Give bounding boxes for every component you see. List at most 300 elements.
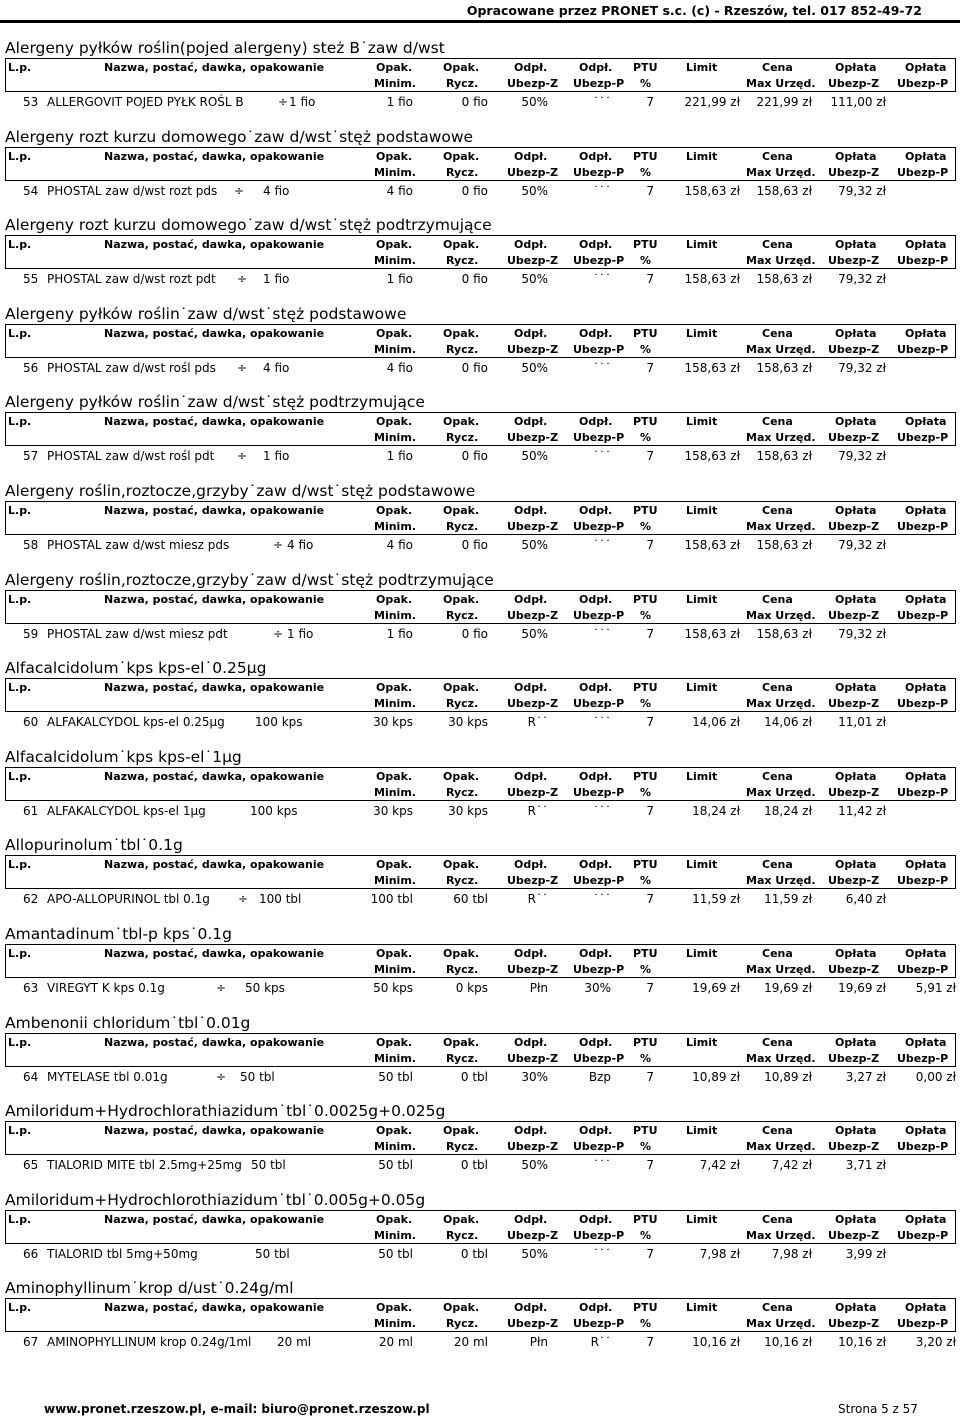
row-limit: 19,69 zł: [692, 980, 740, 995]
col-odpl-z: Odpł.: [514, 415, 548, 429]
row-pack: 4 fio: [287, 537, 314, 552]
col-oplata-p: Opłata: [905, 238, 947, 252]
col-rycz: Rycz.: [446, 1051, 479, 1065]
row-cena: 158,63 zł: [756, 360, 812, 375]
row-limit: 10,89 zł: [692, 1069, 740, 1084]
row-name: PHOSTAL zaw d/wst rozt pdt: [47, 272, 216, 287]
row-ptu: 7: [646, 715, 654, 730]
col-opak-rycz: Opak.: [443, 1212, 480, 1226]
row-lp: 64: [23, 1069, 39, 1084]
col-ubezp-p-oplata: Ubezp-P: [897, 342, 949, 356]
header-row-top: [6, 591, 955, 608]
row-minim: 1 fio: [386, 272, 413, 287]
row-limit: 158,63 zł: [684, 360, 740, 375]
drug-group: [5, 481, 956, 570]
row-cena: 10,16 zł: [764, 1335, 812, 1350]
col-minim: Minim.: [374, 962, 416, 976]
col-odpl-z: Odpł.: [514, 1124, 548, 1138]
col-max-urzed: Max Urzęd.: [746, 1140, 816, 1154]
row-oplata-z: 10,16 zł: [838, 1335, 886, 1350]
table-header: [5, 1210, 956, 1244]
row-minim: 20 ml: [378, 1335, 413, 1350]
header-row-bottom: [6, 961, 955, 978]
group-title: Alergeny pyłków roślin(pojed alergeny) steż B˙zaw d/wst: [5, 39, 445, 57]
col-ptu: PTU: [633, 1301, 658, 1315]
col-oplata-p: Opłata: [905, 1035, 947, 1049]
col-name: Nazwa, postać, dawka, opakowanie: [104, 415, 325, 429]
col-oplata-p: Opłata: [905, 946, 947, 960]
row-oplata-z: 79,32 zł: [838, 537, 886, 552]
col-ubezp-z-oplata: Ubezp-Z: [828, 697, 880, 711]
divide-icon: ÷: [273, 537, 284, 552]
row-rycz: 0 fio: [461, 183, 488, 198]
col-ubezp-z: Ubezp-Z: [507, 1228, 559, 1242]
col-opak-rycz: Opak.: [443, 858, 480, 872]
col-ubezp-z: Ubezp-Z: [507, 254, 559, 268]
row-rycz: 0 fio: [461, 537, 488, 552]
row-odpl-p: ˙˙˙: [593, 715, 611, 730]
row-rycz: 60 tbl: [453, 892, 488, 907]
col-rycz: Rycz.: [446, 519, 479, 533]
col-ubezp-p-oplata: Ubezp-P: [897, 874, 949, 888]
row-rycz: 0 fio: [461, 449, 488, 464]
col-cena: Cena: [762, 592, 793, 606]
col-cena: Cena: [762, 238, 793, 252]
row-lp: 67: [23, 1335, 39, 1350]
header-row-top: [6, 502, 955, 519]
col-name: Nazwa, postać, dawka, opakowanie: [104, 61, 325, 74]
col-name: Nazwa, postać, dawka, opakowanie: [104, 681, 325, 695]
row-name: MYTELASE tbl 0.01g: [47, 1069, 168, 1084]
header-row-top: [6, 1211, 955, 1228]
col-ubezp-z: Ubezp-Z: [507, 519, 559, 533]
row-lp: 62: [23, 892, 39, 907]
row-cena: 14,06 zł: [764, 715, 812, 730]
col-ptu: PTU: [633, 61, 658, 74]
col-opak-rycz: Opak.: [443, 503, 480, 517]
row-limit: 10,16 zł: [692, 1335, 740, 1350]
row-rycz: 30 kps: [448, 715, 488, 730]
row-pack: 100 tbl: [259, 892, 302, 907]
table-header: [5, 678, 956, 712]
row-odpl-z: 50%: [521, 449, 548, 464]
row-minim: 50 tbl: [378, 1158, 413, 1173]
row-odpl-p: ˙˙˙: [593, 183, 611, 198]
row-ptu: 7: [646, 272, 654, 287]
col-ubezp-z: Ubezp-Z: [507, 431, 559, 445]
group-title: Aminophyllinum˙krop d/ust˙0.24g/ml: [5, 1279, 294, 1298]
header-row-bottom: [6, 695, 955, 712]
table-header: [5, 1121, 956, 1155]
row-pack: 20 ml: [277, 1335, 312, 1350]
col-cena: Cena: [762, 61, 793, 74]
row-odpl-p: Bzp: [588, 1069, 611, 1084]
col-opak-minim: Opak.: [376, 503, 413, 517]
col-opak-rycz: Opak.: [443, 1035, 480, 1049]
row-rycz: 0 fio: [461, 272, 488, 287]
col-oplata-z: Opłata: [835, 238, 877, 252]
col-limit: Limit: [686, 1301, 718, 1315]
header-row-bottom: [6, 1227, 955, 1244]
group-title: Alfacalcidolum˙kps kps-el˙1µg: [5, 747, 242, 766]
col-odpl-z: Odpł.: [514, 769, 548, 783]
col-name: Nazwa, postać, dawka, opakowanie: [104, 238, 325, 252]
col-max-urzed: Max Urzęd.: [746, 697, 816, 711]
col-ubezp-p-oplata: Ubezp-P: [897, 785, 949, 799]
col-pct: %: [640, 1317, 652, 1331]
col-ubezp-z-oplata: Ubezp-Z: [828, 1228, 880, 1242]
col-lp: L.p.: [8, 1301, 32, 1315]
col-max-urzed: Max Urzęd.: [746, 165, 816, 179]
col-odpl-p: Odpł.: [579, 1124, 613, 1138]
col-limit: Limit: [686, 1035, 718, 1049]
col-minim: Minim.: [374, 1228, 416, 1242]
col-ubezp-z: Ubezp-Z: [507, 697, 559, 711]
table-row: [5, 537, 956, 554]
col-oplata-z: Opłata: [835, 681, 877, 695]
divide-icon: ÷: [237, 449, 248, 464]
drug-group: [5, 835, 956, 924]
row-odpl-p: ˙˙˙: [593, 272, 611, 287]
col-ubezp-z-oplata: Ubezp-Z: [828, 431, 880, 445]
col-ptu: PTU: [633, 1124, 658, 1138]
row-odpl-p: ˙˙˙: [593, 95, 611, 109]
row-odpl-z: 50%: [521, 95, 548, 109]
col-ubezp-z: Ubezp-Z: [507, 874, 559, 888]
col-cena: Cena: [762, 681, 793, 695]
col-ptu: PTU: [633, 946, 658, 960]
row-odpl-p: ˙˙˙: [593, 360, 611, 375]
row-rycz: 0 fio: [461, 95, 488, 109]
col-opak-minim: Opak.: [376, 592, 413, 606]
col-ptu: PTU: [633, 326, 658, 340]
col-ubezp-p-oplata: Ubezp-P: [897, 77, 949, 90]
row-odpl-z: 30%: [521, 1069, 548, 1084]
col-name: Nazwa, postać, dawka, opakowanie: [104, 1035, 325, 1049]
col-ubezp-p-oplata: Ubezp-P: [897, 1317, 949, 1331]
table-header: [5, 147, 956, 181]
col-limit: Limit: [686, 769, 718, 783]
col-opak-rycz: Opak.: [443, 769, 480, 783]
col-max-urzed: Max Urzęd.: [746, 874, 816, 888]
row-limit: 11,59 zł: [692, 892, 740, 907]
col-name: Nazwa, postać, dawka, opakowanie: [104, 1124, 325, 1138]
header-row-bottom: [6, 1138, 955, 1155]
col-ubezp-z-oplata: Ubezp-Z: [828, 254, 880, 268]
col-pct: %: [640, 254, 652, 268]
col-ptu: PTU: [633, 592, 658, 606]
row-ptu: 7: [646, 1335, 654, 1350]
row-ptu: 7: [646, 183, 654, 198]
row-pack: 1 fio: [289, 95, 316, 109]
divide-icon: ÷: [278, 95, 289, 109]
table-row: [5, 891, 956, 908]
row-lp: 60: [23, 715, 39, 730]
row-odpl-z: 50%: [521, 626, 548, 641]
col-odpl-z: Odpł.: [514, 503, 548, 517]
col-lp: L.p.: [8, 592, 32, 606]
row-lp: 58: [23, 537, 39, 552]
row-ptu: 7: [646, 1158, 654, 1173]
col-minim: Minim.: [374, 1051, 416, 1065]
row-pack: 50 kps: [245, 980, 285, 995]
col-ubezp-z: Ubezp-Z: [507, 342, 559, 356]
header-row-bottom: [6, 1050, 955, 1067]
col-cena: Cena: [762, 858, 793, 872]
header-row-bottom: [6, 164, 955, 181]
header-row-top: [6, 1034, 955, 1051]
group-title: Amiloridum+Hydrochlorathiazidum˙tbl˙0.0025g+0.025g: [5, 1102, 446, 1121]
row-minim: 50 tbl: [378, 1246, 413, 1261]
col-max-urzed: Max Urzęd.: [746, 254, 816, 268]
row-odpl-z: R˙˙: [527, 892, 548, 907]
row-cena: 10,89 zł: [764, 1069, 812, 1084]
row-name: APO-ALLOPURINOL tbl 0.1g: [47, 892, 210, 907]
col-ubezp-p-oplata: Ubezp-P: [897, 254, 949, 268]
col-oplata-z: Opłata: [835, 946, 877, 960]
row-minim: 100 tbl: [370, 892, 413, 907]
col-oplata-z: Opłata: [835, 769, 877, 783]
col-max-urzed: Max Urzęd.: [746, 1317, 816, 1331]
col-odpl-p: Odpł.: [579, 415, 613, 429]
table-header: [5, 1298, 956, 1332]
header-row-bottom: [6, 341, 955, 358]
group-title: Alergeny rozt kurzu domowego˙zaw d/wst˙stęż podstawowe: [5, 127, 474, 146]
col-ubezp-z: Ubezp-Z: [507, 962, 559, 976]
col-lp: L.p.: [8, 769, 32, 783]
col-rycz: Rycz.: [446, 254, 479, 268]
col-lp: L.p.: [8, 946, 32, 960]
divide-icon: ÷: [216, 1069, 227, 1084]
col-ubezp-p: Ubezp-P: [573, 608, 625, 622]
col-odpl-z: Odpł.: [514, 858, 548, 872]
col-ubezp-z-oplata: Ubezp-Z: [828, 874, 880, 888]
header-row-top: [6, 325, 955, 342]
col-name: Nazwa, postać, dawka, opakowanie: [104, 1212, 325, 1226]
table-header: [5, 855, 956, 889]
row-cena: 7,98 zł: [771, 1246, 812, 1261]
col-max-urzed: Max Urzęd.: [746, 431, 816, 445]
col-ubezp-z: Ubezp-Z: [507, 1317, 559, 1331]
row-oplata-z: 3,27 zł: [845, 1069, 886, 1084]
header-row-bottom: [6, 1315, 955, 1332]
col-ubezp-z: Ubezp-Z: [507, 1051, 559, 1065]
row-limit: 158,63 zł: [684, 537, 740, 552]
col-pct: %: [640, 608, 652, 622]
col-oplata-p: Opłata: [905, 503, 947, 517]
col-lp: L.p.: [8, 503, 32, 517]
col-name: Nazwa, postać, dawka, opakowanie: [104, 946, 325, 960]
header-row-bottom: [6, 252, 955, 269]
col-oplata-z: Opłata: [835, 326, 877, 340]
col-oplata-p: Opłata: [905, 769, 947, 783]
row-pack: 1 fio: [287, 626, 314, 641]
row-oplata-p: 3,20 zł: [915, 1335, 956, 1350]
col-cena: Cena: [762, 1124, 793, 1138]
col-cena: Cena: [762, 1212, 793, 1226]
col-ubezp-p-oplata: Ubezp-P: [897, 165, 949, 179]
row-minim: 30 kps: [373, 803, 413, 818]
col-oplata-p: Opłata: [905, 681, 947, 695]
col-pct: %: [640, 1140, 652, 1154]
col-oplata-p: Opłata: [905, 326, 947, 340]
drug-group: [5, 1278, 956, 1367]
row-rycz: 0 fio: [461, 626, 488, 641]
header-row-top: [6, 413, 955, 430]
row-lp: 56: [23, 360, 39, 375]
col-lp: L.p.: [8, 415, 32, 429]
col-odpl-z: Odpł.: [514, 1035, 548, 1049]
header-row-bottom: [6, 518, 955, 535]
row-lp: 65: [23, 1158, 39, 1173]
table-header: [5, 1033, 956, 1067]
header-row-bottom: [6, 607, 955, 624]
col-limit: Limit: [686, 503, 718, 517]
col-odpl-z: Odpł.: [514, 238, 548, 252]
col-opak-minim: Opak.: [376, 1301, 413, 1315]
drug-group: [5, 1190, 956, 1279]
group-title: Allopurinolum˙tbl˙0.1g: [5, 836, 183, 855]
col-oplata-z: Opłata: [835, 149, 877, 163]
row-limit: 158,63 zł: [684, 449, 740, 464]
col-limit: Limit: [686, 1212, 718, 1226]
row-pack: 1 fio: [263, 449, 290, 464]
row-odpl-z: R˙˙: [527, 715, 548, 730]
row-oplata-z: 19,69 zł: [838, 980, 886, 995]
row-minim: 1 fio: [386, 449, 413, 464]
divide-icon: ÷: [238, 892, 249, 907]
row-name: PHOSTAL zaw d/wst miesz pds: [47, 537, 230, 552]
header-row-top: [6, 768, 955, 785]
col-oplata-z: Opłata: [835, 61, 877, 74]
table-row: [5, 1246, 956, 1263]
col-opak-rycz: Opak.: [443, 592, 480, 606]
col-ubezp-z-oplata: Ubezp-Z: [828, 1317, 880, 1331]
row-name: PHOSTAL zaw d/wst rozt pds: [47, 183, 218, 198]
row-odpl-p: ˙˙˙: [593, 1158, 611, 1173]
col-ubezp-z-oplata: Ubezp-Z: [828, 77, 880, 90]
footer-contact: www.pronet.rzeszow.pl, e-mail: biuro@pronet.rzeszow.pl: [44, 1402, 430, 1416]
table-header: [5, 412, 956, 446]
col-ubezp-p-oplata: Ubezp-P: [897, 519, 949, 533]
col-opak-minim: Opak.: [376, 149, 413, 163]
row-ptu: 7: [646, 803, 654, 818]
col-name: Nazwa, postać, dawka, opakowanie: [104, 858, 325, 872]
col-rycz: Rycz.: [446, 608, 479, 622]
row-rycz: 0 tbl: [460, 1069, 488, 1084]
row-limit: 158,63 zł: [684, 272, 740, 287]
row-oplata-p: 5,91 zł: [915, 980, 956, 995]
row-oplata-z: 79,32 zł: [838, 272, 886, 287]
col-ubezp-z: Ubezp-Z: [507, 1140, 559, 1154]
col-pct: %: [640, 342, 652, 356]
row-minim: 50 kps: [373, 980, 413, 995]
col-odpl-z: Odpł.: [514, 946, 548, 960]
col-cena: Cena: [762, 503, 793, 517]
col-ubezp-p: Ubezp-P: [573, 254, 625, 268]
col-ptu: PTU: [633, 1212, 658, 1226]
col-odpl-z: Odpł.: [514, 326, 548, 340]
row-pack: 4 fio: [263, 360, 290, 375]
page-number: Strona 5 z 57: [838, 1402, 918, 1416]
col-rycz: Rycz.: [446, 1317, 479, 1331]
row-oplata-z: 3,71 zł: [845, 1158, 886, 1173]
header-row-top: [6, 945, 955, 962]
col-rycz: Rycz.: [446, 1228, 479, 1242]
col-ptu: PTU: [633, 415, 658, 429]
col-minim: Minim.: [374, 697, 416, 711]
table-row: [5, 1157, 956, 1174]
row-odpl-p: ˙˙˙: [593, 626, 611, 641]
col-ubezp-p: Ubezp-P: [573, 962, 625, 976]
table-row: [5, 803, 956, 820]
row-rycz: 30 kps: [448, 803, 488, 818]
row-name: ALFAKALCYDOL kps-el 1µg: [47, 803, 206, 818]
divide-icon: ÷: [216, 980, 227, 995]
row-pack: 1 fio: [263, 272, 290, 287]
row-cena: 221,99 zł: [756, 95, 812, 109]
row-oplata-z: 79,32 zł: [838, 449, 886, 464]
col-ubezp-p: Ubezp-P: [573, 1140, 625, 1154]
col-rycz: Rycz.: [446, 431, 479, 445]
row-ptu: 7: [646, 1246, 654, 1261]
col-opak-rycz: Opak.: [443, 1301, 480, 1315]
row-pack: 100 kps: [255, 715, 303, 730]
col-limit: Limit: [686, 1124, 718, 1138]
col-opak-minim: Opak.: [376, 238, 413, 252]
col-opak-rycz: Opak.: [443, 238, 480, 252]
col-pct: %: [640, 77, 652, 90]
row-odpl-z: 50%: [521, 183, 548, 198]
col-ptu: PTU: [633, 503, 658, 517]
col-limit: Limit: [686, 149, 718, 163]
col-oplata-p: Opłata: [905, 1301, 947, 1315]
drug-group: [5, 570, 956, 659]
col-opak-minim: Opak.: [376, 681, 413, 695]
col-minim: Minim.: [374, 608, 416, 622]
col-odpl-p: Odpł.: [579, 1301, 613, 1315]
row-cena: 11,59 zł: [764, 892, 812, 907]
col-limit: Limit: [686, 858, 718, 872]
row-cena: 19,69 zł: [764, 980, 812, 995]
col-oplata-p: Opłata: [905, 592, 947, 606]
col-pct: %: [640, 785, 652, 799]
row-odpl-z: 50%: [521, 1246, 548, 1261]
row-odpl-p: ˙˙˙: [593, 1246, 611, 1261]
col-opak-minim: Opak.: [376, 946, 413, 960]
col-pct: %: [640, 1051, 652, 1065]
col-oplata-z: Opłata: [835, 858, 877, 872]
group-title: Alergeny roślin,roztocze,grzyby˙zaw d/wst˙stęż podstawowe: [5, 481, 476, 500]
col-minim: Minim.: [374, 1140, 416, 1154]
group-title: Ambenonii chloridum˙tbl˙0.01g: [5, 1013, 251, 1032]
col-odpl-p: Odpł.: [579, 769, 613, 783]
col-limit: Limit: [686, 681, 718, 695]
col-max-urzed: Max Urzęd.: [746, 77, 816, 90]
col-pct: %: [640, 519, 652, 533]
drug-group: [5, 392, 956, 481]
col-ubezp-p: Ubezp-P: [573, 342, 625, 356]
row-ptu: 7: [646, 1069, 654, 1084]
drug-group: [5, 924, 956, 1013]
col-rycz: Rycz.: [446, 697, 479, 711]
drug-groups: [5, 38, 956, 1367]
drug-group: [5, 1013, 956, 1102]
col-cena: Cena: [762, 946, 793, 960]
col-odpl-p: Odpł.: [579, 238, 613, 252]
header-row-top: [6, 148, 955, 165]
col-oplata-z: Opłata: [835, 1212, 877, 1226]
